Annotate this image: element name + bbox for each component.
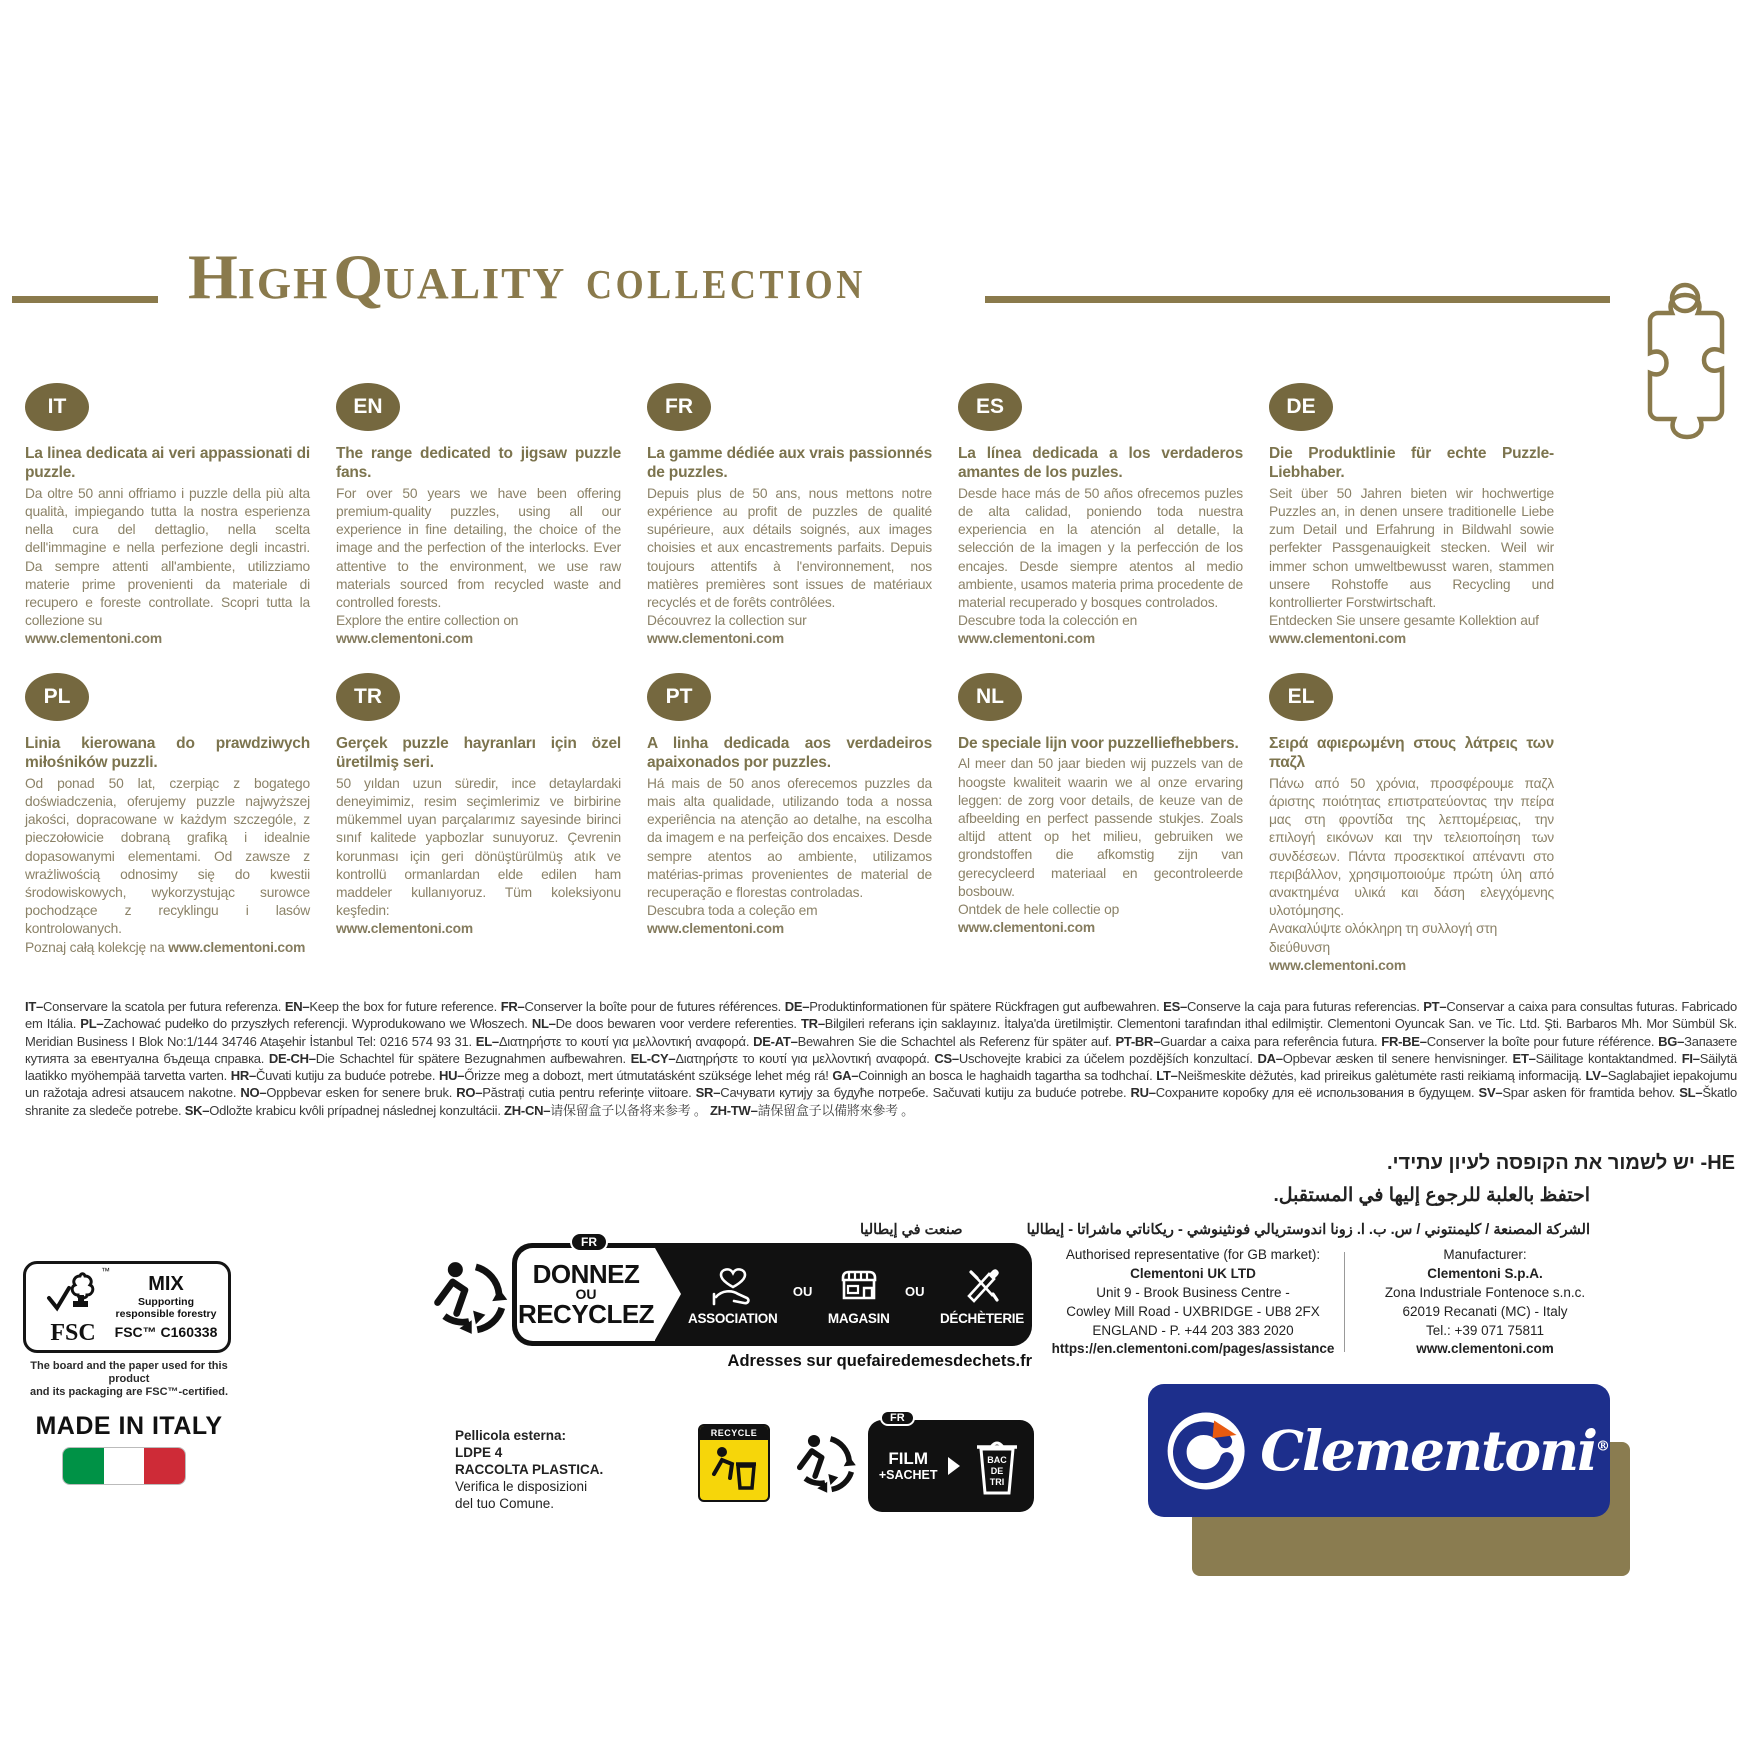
sorting-bin-icon xyxy=(971,1435,1023,1497)
fsc-mix: MIX xyxy=(148,1272,184,1295)
fr-pill: FR xyxy=(880,1410,915,1426)
flag-white-stripe xyxy=(104,1448,145,1484)
rep-address1: Unit 9 - Brook Business Centre - xyxy=(1096,1284,1290,1300)
clementoni-logo xyxy=(1148,1384,1610,1517)
italy-flag xyxy=(62,1447,186,1485)
lang-body-text: Da oltre 50 anni offriamo i puzzle della più alta qualità, impiegando tutta la nostra esperienza nella cura del dettaglio, nella scelta dell'immagine e nella perfezione degli incastri. Da sempre attenti all'ambiente, utilizziamo materie prime provenienti da materiale di recupero e foreste controllate. Scopri tutta la collezione su xyxy=(25,485,310,629)
lang-body-text: Seit über 50 Jahren bieten wir hochwertige Puzzles an, in denen unsere traditionelle Liebe zum Detail und Erfahrung in Bildwahl sowie perfekter Passgenauigkeit stecken. Weil wir immer schon umweltbewusst waren, stammen unsere Rohstoffe aus Recycling und kontrollierter Forstwirtschaft. xyxy=(1269,485,1554,610)
arrow-icon xyxy=(948,1457,960,1475)
collection-url: www.clementoni.com xyxy=(647,921,784,937)
donnez-banner xyxy=(517,1248,655,1341)
magasin-option xyxy=(828,1264,890,1326)
lang-section-en xyxy=(336,383,621,673)
mfr-address1: Zona Industriale Fontenoce s.n.c. xyxy=(1384,1284,1586,1300)
manufacturer-block xyxy=(1352,1246,1618,1359)
lang-heading: Linia kierowana do prawdziwych miłośników puzzli. xyxy=(25,735,310,772)
collection-url: www.clementoni.com xyxy=(336,631,473,647)
collection-url: Descubre toda la colección en www.clementoni.com xyxy=(958,613,1138,647)
header-rule-right xyxy=(985,296,1610,303)
dechèterie-option xyxy=(940,1264,1024,1326)
rep-address2: Cowley Mill Road - UXBRIDGE - UB8 2FX xyxy=(1066,1303,1320,1319)
header-rule-left xyxy=(12,296,158,303)
rep-phone: ENGLAND - P. +44 203 383 2020 xyxy=(1092,1322,1294,1338)
lang-closing-line: Descubra toda a coleção em xyxy=(647,903,818,919)
verifica-line1: Verifica le disposizioni xyxy=(455,1478,588,1494)
lang-body-text: Al meer dan 50 jaar bieden wij puzzels van de hoogste kwaliteit waarin we al onze ervaring leggen: de zorg voor details, de keuze van de afbeelding en perfect passende stukjes. Zoals altijd attent op het milieu, gebruiken we grondstoffen die afkomstig zijn van gerecycleerd materiaal en gecontroleerde bosbouw. xyxy=(958,756,1243,899)
donnez-ou-recyclez-badge xyxy=(512,1235,1032,1346)
lang-body-text: Há mais de 50 anos oferecemos puzzles da mais alta qualidade, utilizando toda a nossa experiência na atenção ao detalhe, na escolha da imagem e na perfeição dos encaixes. Desde sempre atentos ao ambiente, utilizamos matérias-primas provenientes de material de recuperação e florestas controladas. xyxy=(647,775,932,900)
donation-options xyxy=(688,1243,1024,1346)
ldpe-code: LDPE 4 xyxy=(455,1444,503,1460)
rep-assistance-url: https://en.clementoni.com/pages/assistance xyxy=(1051,1341,1335,1357)
lang-section-de xyxy=(1269,383,1554,673)
collection-url: www.clementoni.com xyxy=(1269,957,1406,973)
association-option xyxy=(688,1264,777,1326)
lang-section-fr xyxy=(647,383,932,673)
mfr-company: Clementoni S.p.A. xyxy=(1427,1265,1543,1281)
donnez-line3: RECYCLEZ xyxy=(517,1299,655,1330)
hebrew-code: HE- xyxy=(1700,1152,1735,1174)
puzzle-piece-icon xyxy=(1628,258,1740,470)
lang-section-tr xyxy=(336,673,621,963)
association-label: ASSOCIATION xyxy=(688,1310,778,1326)
lang-body-text: Depuis plus de 50 ans, nous mettons notre expérience au profit de puzzles de qualité supérieure, aux détails soignés, aux images choisies et aux encastrements parfaits. Depuis toujours attentifs à l'environnement, nos matières premières sont issues de matériaux recyclés et de forêts contrôlées. xyxy=(647,485,932,610)
collection-url: www.clementoni.com xyxy=(1269,631,1406,647)
lang-heading: La gamme dédiée aux vrais passionnés de puzzles. xyxy=(647,445,932,482)
lang-heading: La linea dedicata ai veri appassionati di puzzle. xyxy=(25,445,310,482)
film-label: FILM xyxy=(888,1449,928,1469)
lang-closing-line: Explore the entire collection on xyxy=(336,613,519,629)
fsc-caption: The board and the paper used for this product and its packaging are FSC™-certified. xyxy=(29,1360,229,1399)
collection-url: Poznaj całą kolekcję na www.clementoni.com xyxy=(25,939,306,955)
svg-text:BAC: BAC xyxy=(987,1455,1007,1465)
lang-closing-line: Ανακαλύψτε ολόκληρη τη συλλογή στη διεύθυνση xyxy=(1269,921,1498,955)
language-sections xyxy=(25,383,1554,973)
flag-red-stripe xyxy=(144,1448,185,1484)
page-title: HIGH QUALITY COLLECTION xyxy=(188,241,867,312)
donnez-line1: DONNEZ xyxy=(532,1259,640,1290)
flag-green-stripe xyxy=(63,1448,104,1484)
dechèterie-label: DÉCHÈTERIE xyxy=(939,1310,1024,1326)
magasin-label: MAGASIN xyxy=(827,1310,890,1326)
mfr-website: www.clementoni.com xyxy=(1416,1341,1554,1357)
recycle-band: RECYCLE xyxy=(700,1426,768,1440)
store-icon xyxy=(836,1264,882,1308)
fsc-label xyxy=(23,1261,231,1353)
lang-heading: Gerçek puzzle hayranları için özel üretilmiş seri. xyxy=(336,735,621,772)
lang-closing-line: Ontdek de hele collectie op xyxy=(958,902,1120,917)
lang-badge-tr: TR xyxy=(336,673,400,721)
lang-section-it xyxy=(25,383,310,673)
verifica-line2: del tuo Comune. xyxy=(455,1495,555,1511)
fr-pill: FR xyxy=(570,1232,608,1252)
mfr-phone: Tel.: +39 071 75811 xyxy=(1426,1322,1544,1338)
ou-separator: OU xyxy=(904,1284,925,1299)
tools-icon xyxy=(959,1264,1005,1308)
rep-intro: Authorised representative (for GB market): xyxy=(1065,1247,1321,1262)
lang-badge-nl: NL xyxy=(958,673,1022,721)
address-divider xyxy=(1344,1252,1345,1352)
fsc-mix-info xyxy=(112,1274,220,1340)
sachet-label: +SACHET xyxy=(878,1468,938,1483)
svg-text:DE: DE xyxy=(990,1466,1004,1476)
recycle-plastic-icon xyxy=(698,1424,770,1502)
lang-section-pl xyxy=(25,673,310,963)
triman-icon xyxy=(428,1256,510,1338)
lang-badge-el: EL xyxy=(1269,673,1333,721)
collection-url: Découvrez la collection sur www.clementoni.com xyxy=(647,613,807,647)
lang-heading: De speciale lijn voor puzzelliefhebbers. xyxy=(958,735,1239,752)
recycle-pictogram xyxy=(700,1440,768,1496)
lang-badge-it: IT xyxy=(25,383,89,431)
film-sachet-badge xyxy=(868,1412,1034,1512)
lang-heading: La línea dedicada a los verdaderos amantes de los puzles. xyxy=(958,445,1243,482)
lang-badge-fr: FR xyxy=(647,383,711,431)
fsc-tm: ™ xyxy=(101,1265,110,1276)
fsc-logo xyxy=(34,1265,112,1346)
lang-section-es xyxy=(958,383,1243,673)
fsc-wordmark: FSC xyxy=(50,1319,96,1346)
arabic-made-in-italy: صنعت في إيطاليا xyxy=(859,1222,963,1238)
hebrew-keep-box-line: HE- יש לשמור את הקופסה לעיון עתידי. xyxy=(1386,1152,1735,1174)
mfr-address2: 62019 Recanati (MC) - Italy xyxy=(1402,1303,1568,1319)
clementoni-mark-icon xyxy=(1166,1403,1246,1499)
lang-heading: Die Produktlinie für echte Puzzle- Liebhaber. xyxy=(1269,445,1554,482)
fsc-code: FSC™ C160338 xyxy=(114,1324,218,1341)
lang-section-el xyxy=(1269,673,1554,973)
heart-in-hand-icon xyxy=(710,1264,756,1308)
banner-arrow xyxy=(655,1248,681,1340)
fsc-tree-icon xyxy=(43,1270,103,1318)
registered-mark: ® xyxy=(1596,1438,1610,1455)
lang-body-text: Od ponad 50 lat, czerpiąc z bogatego doświadczenia, oferujemy puzzle najwyższej jakości, dopracowane w każdym szczególe, z pieczołowicie dobraną grafiką i idealnie dopasowanymi elementami. Od zawsze z wrażliwością odnosimy się do kwestii środowiskowych, wykorzystując surowce pochodzące z recyklingu i lasów kontrolowanych. xyxy=(25,775,310,937)
lang-section-pt xyxy=(647,673,932,963)
clementoni-wordmark: Clementoni® xyxy=(1260,1418,1610,1483)
lang-body-text: 50 yıldan uzun süredir, ince detaylardaki deneyimimiz, resim seçimlerimiz ve birbirine mükemmel uyan parçalarımız sayesinde birinci sınıf kalitede yapbozlar sunuyoruz. Çevrenin korunması için geri dönüştürülmüş atık ve kontrollü ormanlardan elde edilen ham maddeler kullanıyoruz. Tüm koleksiyonu keşfedin: xyxy=(336,775,621,919)
rep-company: Clementoni UK LTD xyxy=(1130,1265,1256,1281)
raccolta-plastica: RACCOLTA PLASTICA. xyxy=(455,1461,604,1477)
lang-heading: A linha dedicada aos verdadeiros apaixonados por puzzles. xyxy=(647,735,932,772)
ou-separator: OU xyxy=(792,1284,813,1299)
arabic-keep-box-line: احتفظ بالعلبة للرجوع إليها في المستقبل. xyxy=(1273,1185,1590,1206)
lang-body-text: Desde hace más de 50 años ofrecemos puzles de alta calidad, poniendo toda nuestra experiencia en la atención al detalle, la selección de la imagen y la perfección de los encajes. Desde siempre atentos al medio ambiente, usamos materia prima procedente de material recuperado y bosques controlados. xyxy=(958,485,1243,610)
made-in-italy-label: MADE IN ITALY xyxy=(35,1412,223,1440)
lang-body-text: Πάνω από 50 χρόνια, προσφέρουμε παζλ άριστης ποιότητας επιστρατεύοντας την πείρα μας στη φροντίδα της λεπτομέρειας, την επιλογή εικόνων και την τελειοποίηση των συνδέσεων. Πάντα προσεκτικοί απέναντι στο περιβάλλον, χρησιμοποιούμε πρώτη ύλη από ανακτημένα υλικά και δάση ελεγχόμενης υλοτόμησης. xyxy=(1269,775,1554,919)
donnez-line2: OU xyxy=(575,1285,597,1302)
lang-heading: The range dedicated to jigsaw puzzle fans. xyxy=(336,445,621,482)
arabic-manufacturer-line xyxy=(860,1222,1590,1238)
svg-text:TRI: TRI xyxy=(989,1477,1005,1487)
uk-representative-block xyxy=(1048,1246,1338,1359)
multilanguage-fine-print: IT–Conservare la scatola per futura referenza. EN–Keep the box for future reference. FR–Conserver la boîte pour de futures références. DE–Produktinformationen für spätere Rückfragen gut aufbewahren. ES–Conserve la caja para futuras referencias. PT–Conservar a caixa para consultas futuras. Fabricado em Itália. PL–Zachować pudełko do przyszłych referencji. Wyprodukowano we Włoszech. NL–De doos bewaren voor verdere referenties. TR–Bilgileri referans için saklayınız. İtalya'da üretilmiştir. Clementoni tarafından ithal edilmiştir. Clementoni Oyuncak San. ve Tic. Ltd. Şti. Barbaros Mh. Mor Sümbül Sk. Meridian Business I Blok No:1/144 34746 Ataşehir İstanbul Tel: 0216 574 93 31. EL–Διατηρήστε το κουτί για μελλοντική αναφορά. DE-AT–Bewahren Sie die Schachtel als Referenz für später auf. PT-BR–Guardar a caixa para referência futura. FR-BE–Conserver la boîte pour future référence. BG–Запазете кутията за евентуална бъдеща справка. DE-CH–Die Schachtel für spätere Bezugnahmen aufbewahren. EL-CY–Διατηρήστε το κουτί για μελλοντική αναφορά. CS–Uschovejte krabici za účelem pozdějších konzultací. DA–Opbevar æsken til senere henvisninger. ET–Säilitage kontaktandmed. FI–Säilytä laatikko myöhempää tarvetta varten. HR–Čuvati kutiju za buduće potrebe. HU–Őrizze meg a dobozt, mert útmutatásként szüksége lehet még rá! GA–Coinnigh an bosca le haghaidh tagartha sa todhchaí. LT–Neišmeskite dėžutės, kad prireikus galėtumėte rasti reikiamą informaciją. LV–Saglabajiet iepakojumu un ražotaja adresi atsaucem nakotne. NO–Oppbevar esken for senere bruk. RO–Păstrați cutia pentru referințe viitoare. SR–Сачувати кутију за будуће потребе. Sačuvati kutiju za buduće potrebe. RU–Сохраните коробку для её использования в будущем. SV–Spar asken för framtida behov. SL–Škatlo shranite za sledeče potrebe. SK–Odložte krabicu kvôli prípadnej následnej konzultácii. ZH-CN–请保留盒子以备将来参考 。 ZH-TW–請保留盒子以備將來參考 。 xyxy=(25,999,1738,1118)
collection-url: www.clementoni.com xyxy=(25,631,162,647)
waste-addresses-note: Adresses sur quefairedemesdechets.fr xyxy=(727,1352,1032,1370)
fsc-supporting: Supporting responsible forestry xyxy=(115,1295,217,1320)
film-badge-content xyxy=(868,1420,1034,1512)
collection-url: www.clementoni.com xyxy=(336,921,473,937)
mfr-intro: Manufacturer: xyxy=(1443,1247,1527,1262)
film-text xyxy=(879,1450,938,1482)
lang-badge-es: ES xyxy=(958,383,1022,431)
lang-closing-line: Entdecken Sie unsere gesamte Kollektion auf xyxy=(1269,613,1539,629)
collection-url: www.clementoni.com xyxy=(958,920,1095,936)
lang-heading: Σειρά αφιερωμένη στους λάτρεις των παζλ xyxy=(1269,735,1554,772)
lang-badge-en: EN xyxy=(336,383,400,431)
lang-section-nl xyxy=(958,673,1243,963)
lang-badge-de: DE xyxy=(1269,383,1333,431)
triman-icon-small xyxy=(792,1430,858,1496)
film-disposal-info xyxy=(455,1428,603,1512)
pellicola-title: Pellicola esterna: xyxy=(455,1428,567,1443)
lang-badge-pl: PL xyxy=(25,673,89,721)
lang-badge-pt: PT xyxy=(647,673,711,721)
arabic-manufacturer-text: الشركة المصنعة / كليمنتوني / س. ب. ا. زونا اندوستريالي فونثينوشي - ريكاناتي ماشراتا - إيطاليا xyxy=(1026,1222,1590,1238)
lang-body-text: For over 50 years we have been offering premium-quality puzzles, using all our experience in fine detailing, the choice of the image and the perfection of the interlocks. Ever attentive to the environment, we use raw materials sourced from recycled waste and controlled forests. xyxy=(336,485,621,610)
